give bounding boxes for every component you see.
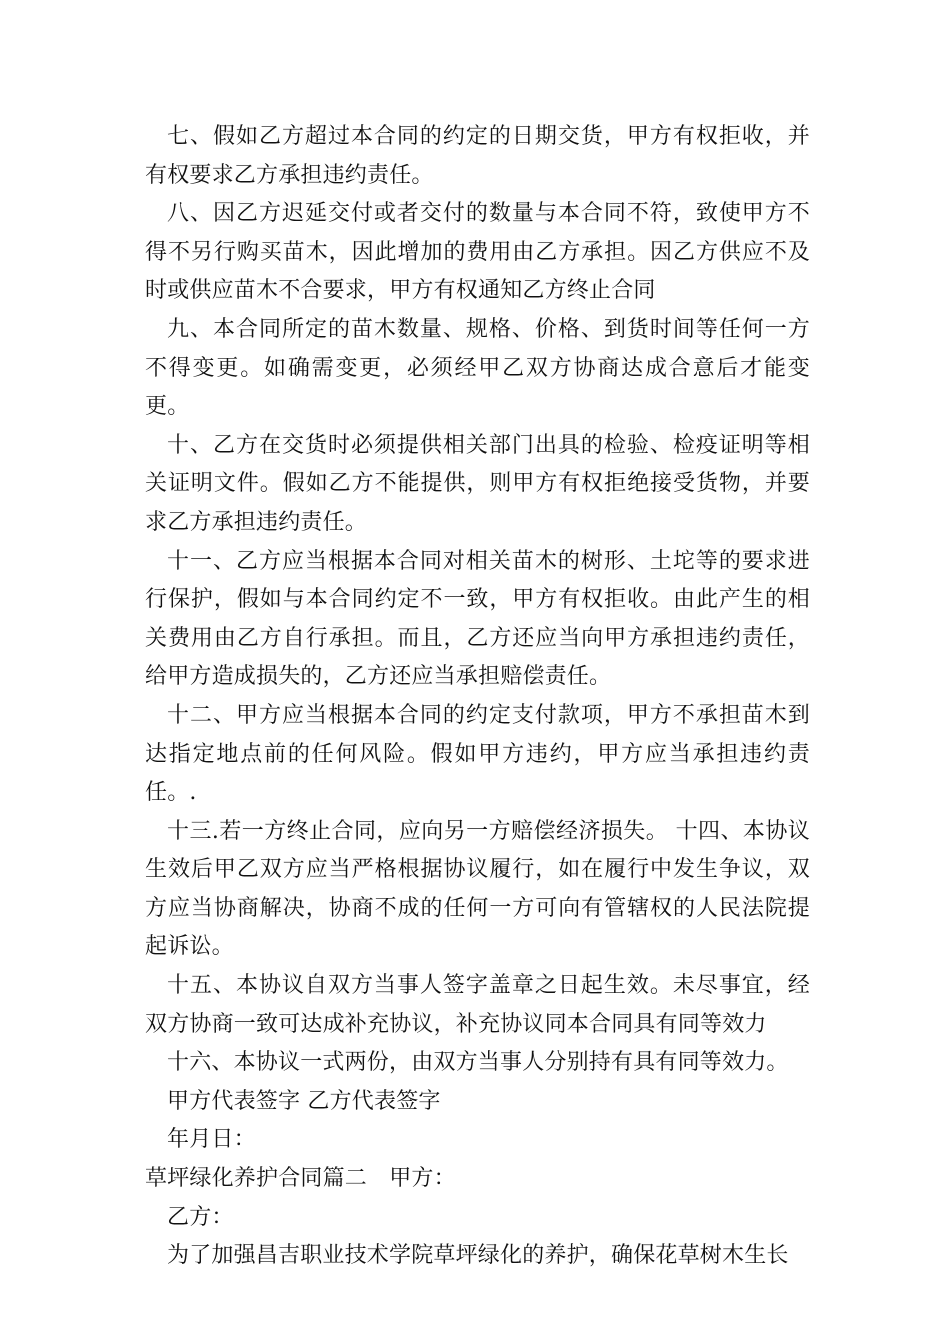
clause-15: 十五、本协议自双方当事人签字盖章之日起生效。未尽事宜，经双方协商一致可达成补充协议，补充协议同本合同具有同等效力 (145, 973, 810, 1037)
clause-9: 九、本合同所定的苗木数量、规格、价格、到货时间等任何一方不得变更。如确需变更，必须经甲乙双方协商达成合意后才能变更。 (145, 316, 810, 420)
section-heading: 草坪绿化养护合同篇二 甲方： (145, 1166, 456, 1192)
document-body (145, 118, 810, 1276)
signature-line: 甲方代表签字 乙方代表签字 (167, 1088, 441, 1114)
date-line: 年月日： (167, 1127, 256, 1153)
party-b-line: 乙方： (167, 1204, 234, 1230)
clause-10: 十、乙方在交货时必须提供相关部门出具的检验、检疫证明等相关证明文件。假如乙方不能提供，则甲方有权拒绝接受货物，并要求乙方承担违约责任。 (145, 432, 810, 535)
clause-11: 十一、乙方应当根据本合同对相关苗木的树形、土坨等的要求进行保护，假如与本合同约定不一致，甲方有权拒收。由此产生的相关费用由乙方自行承担。而且，乙方还应当向甲方承担违约责任，给甲方造成损失的，乙方还应当承担赔偿责任。 (145, 548, 810, 690)
clause-12: 十二、甲方应当根据本合同的约定支付款项，甲方不承担苗木到达指定地点前的任何风险。假如甲方违约，甲方应当承担违约责任。. (145, 702, 810, 806)
clause-7: 七、假如乙方超过本合同的约定的日期交货，甲方有权拒收，并有权要求乙方承担违约责任。 (145, 124, 810, 188)
clause-8: 八、因乙方迟延交付或者交付的数量与本合同不符，致使甲方不得不另行购买苗木，因此增加的费用由乙方承担。因乙方供应不及时或供应苗木不合要求，甲方有权通知乙方终止合同 (145, 201, 810, 304)
intro-paragraph: 为了加强昌吉职业技术学院草坪绿化的养护，确保花草树木生长 (167, 1243, 789, 1269)
clause-13-14: 十三.若一方终止合同，应向另一方赔偿经济损失。 十四、本协议生效后甲乙双方应当严格根据协议履行，如在履行中发生争议，双方应当协商解决，协商不成的任何一方可向有管辖权的人民法院提起诉讼。 (145, 818, 810, 960)
clause-16: 十六、本协议一式两份，由双方当事人分别持有具有同等效力。 (167, 1050, 789, 1076)
